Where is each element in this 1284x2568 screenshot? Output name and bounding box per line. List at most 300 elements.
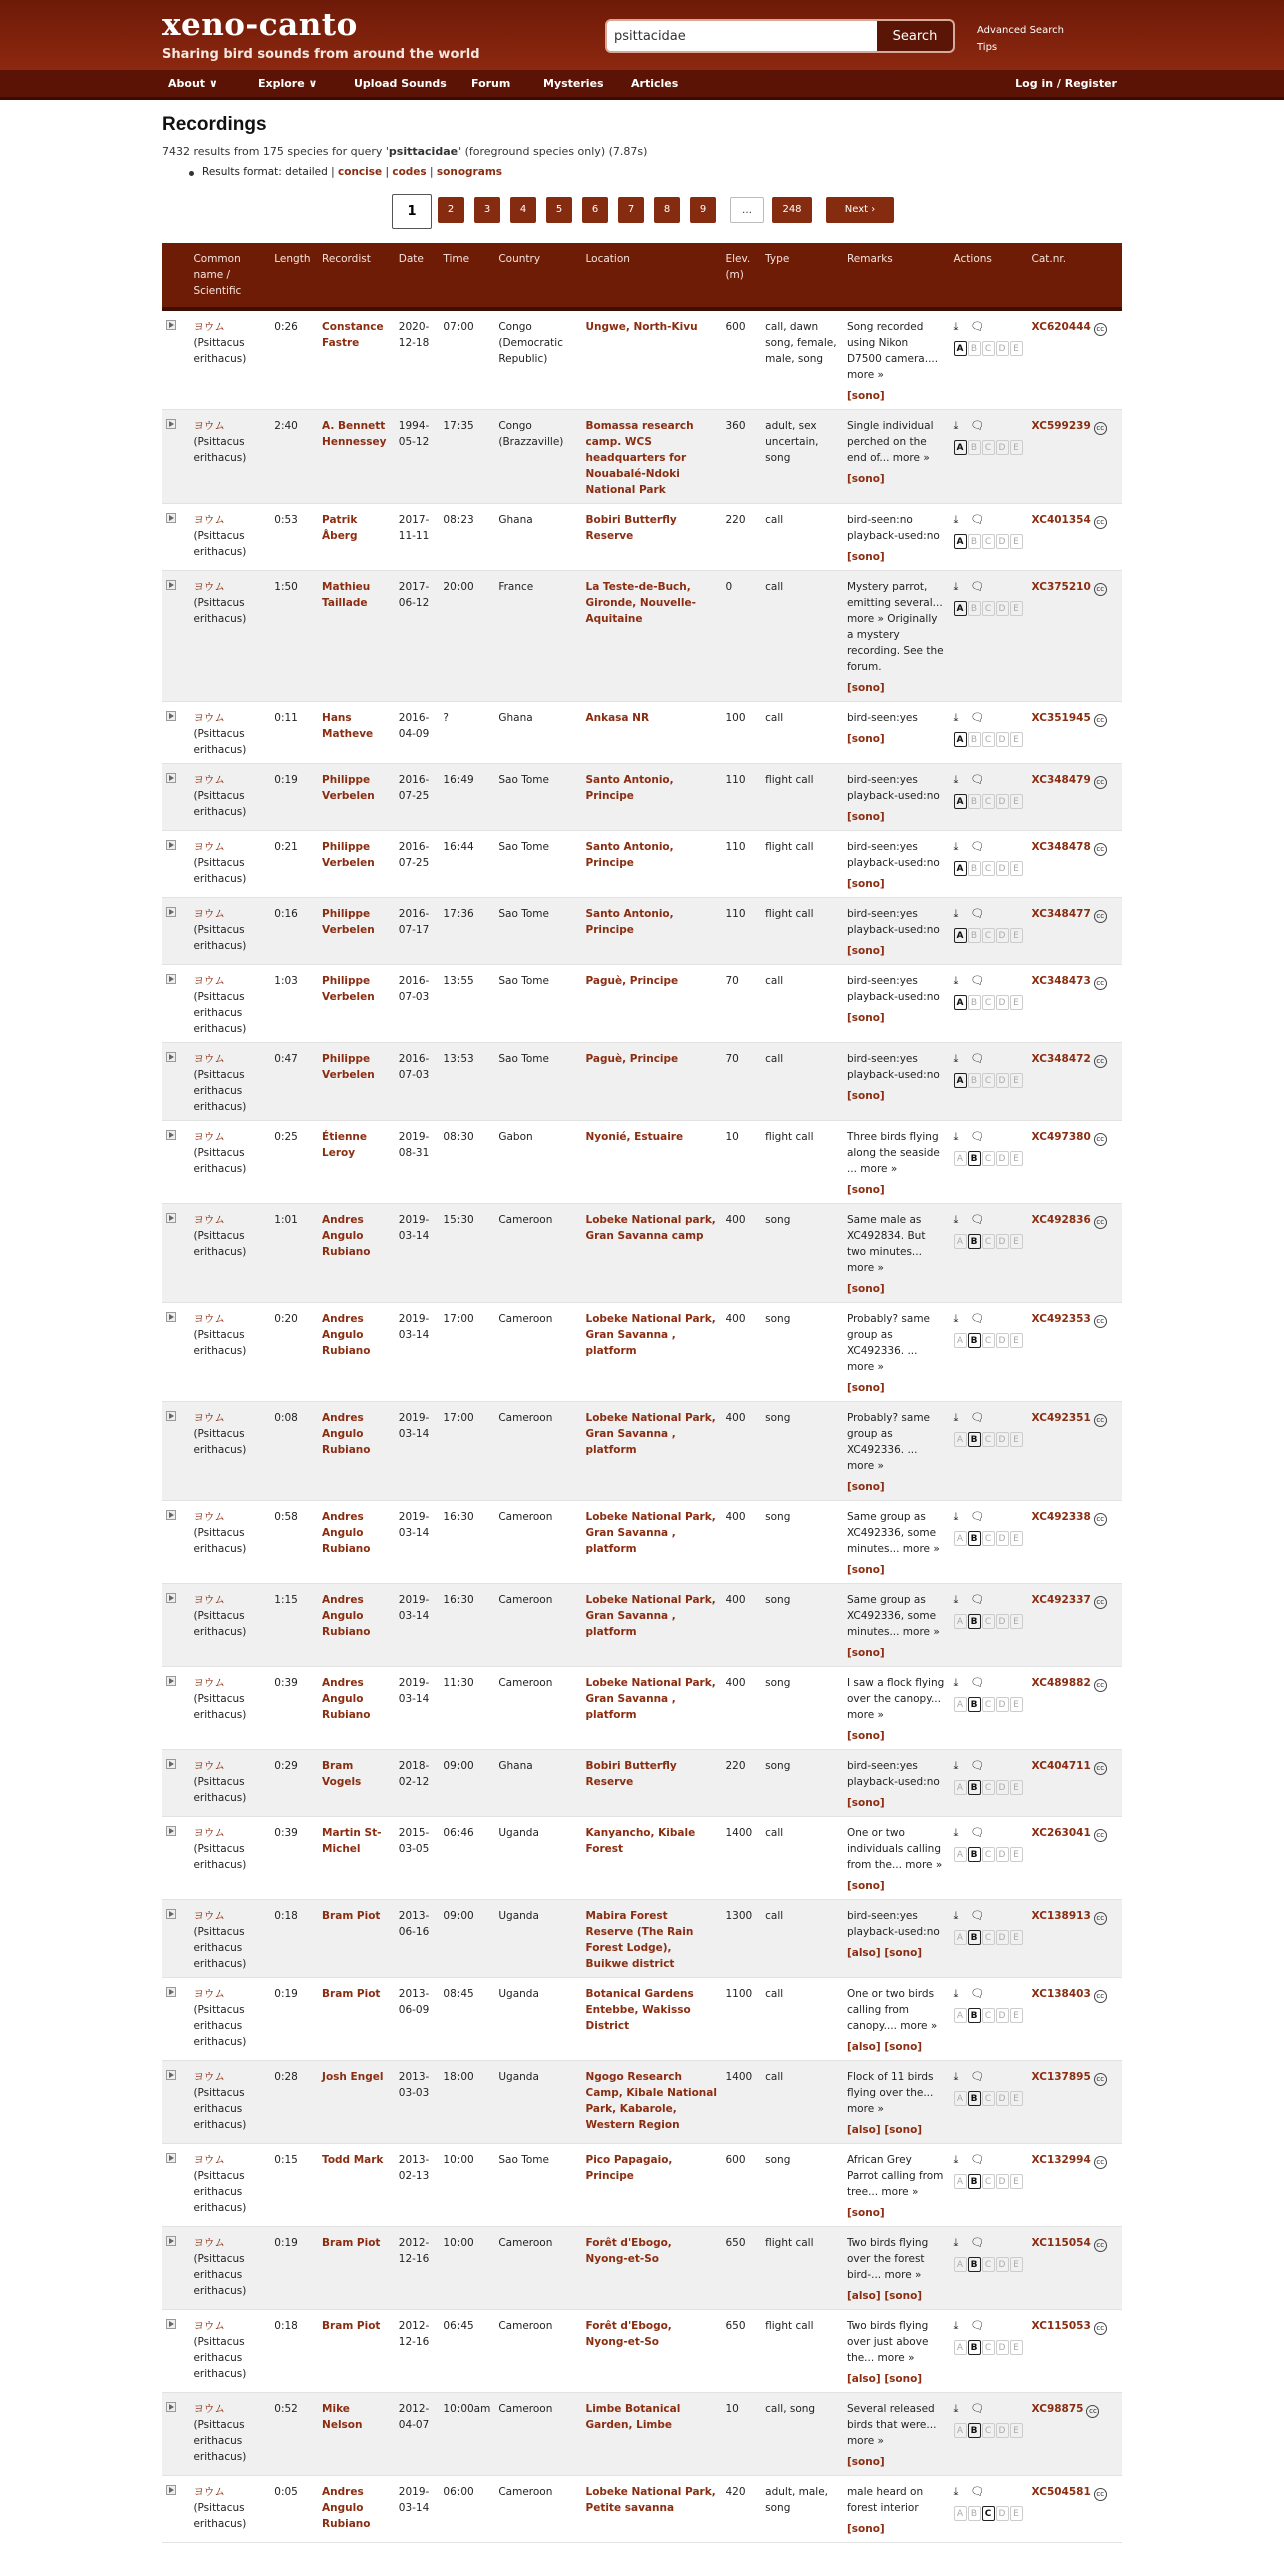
discuss-icon[interactable]: 🗨 bbox=[970, 1052, 985, 1065]
rating-a[interactable]: A bbox=[954, 1697, 967, 1712]
discuss-icon[interactable]: 🗨 bbox=[970, 840, 985, 853]
discuss-icon[interactable]: 🗨 bbox=[970, 773, 985, 786]
download-icon[interactable]: ⤓ bbox=[953, 1213, 959, 1226]
catalog-link[interactable]: XC351945 bbox=[1031, 712, 1091, 724]
cc-license-icon[interactable]: cc bbox=[1094, 2156, 1107, 2169]
cc-license-icon[interactable]: cc bbox=[1094, 1513, 1107, 1526]
sono-links[interactable]: [sono] bbox=[846, 2456, 885, 2468]
rating-b[interactable]: B bbox=[968, 1614, 981, 1629]
sono-links[interactable]: [sono] bbox=[846, 1090, 885, 1102]
rating-a[interactable]: A bbox=[954, 928, 967, 943]
discuss-icon[interactable]: 🗨 bbox=[970, 2236, 985, 2249]
sono-links[interactable]: [also] [sono] bbox=[846, 1947, 923, 1959]
common-name-link[interactable]: ヨウム bbox=[193, 1412, 225, 1424]
common-name-link[interactable]: ヨウム bbox=[193, 2486, 225, 2498]
page-6[interactable]: 6 bbox=[582, 197, 608, 223]
download-icon[interactable]: ⤓ bbox=[953, 1130, 959, 1143]
play-icon[interactable] bbox=[166, 1312, 176, 1322]
cc-license-icon[interactable]: cc bbox=[1094, 910, 1107, 923]
common-name-link[interactable]: ヨウム bbox=[193, 2237, 225, 2249]
rating-a[interactable]: A bbox=[954, 2008, 967, 2023]
rating-e[interactable]: E bbox=[1010, 341, 1023, 356]
cc-license-icon[interactable]: cc bbox=[1094, 1912, 1107, 1925]
common-name-link[interactable]: ヨウム bbox=[193, 2320, 225, 2332]
format-codes-link[interactable]: codes bbox=[392, 166, 427, 178]
play-icon[interactable] bbox=[166, 1676, 176, 1686]
search-button[interactable]: Search bbox=[877, 21, 953, 51]
common-name-link[interactable]: ヨウム bbox=[193, 2403, 225, 2415]
cc-license-icon[interactable]: cc bbox=[1094, 2322, 1107, 2335]
nav-login[interactable]: Log in / Register bbox=[1015, 77, 1117, 90]
play-icon[interactable] bbox=[166, 2236, 176, 2246]
download-icon[interactable]: ⤓ bbox=[953, 2319, 959, 2332]
location-link[interactable]: Lobeke National Park, Gran Savanna , platform bbox=[585, 1313, 716, 1357]
cc-license-icon[interactable]: cc bbox=[1094, 2073, 1107, 2086]
sono-links[interactable]: [sono] bbox=[846, 733, 885, 745]
rating-b[interactable]: B bbox=[968, 2091, 981, 2106]
download-icon[interactable]: ⤓ bbox=[953, 2153, 959, 2166]
discuss-icon[interactable]: 🗨 bbox=[970, 1213, 985, 1226]
catalog-link[interactable]: XC504581 bbox=[1031, 2486, 1091, 2498]
play-icon[interactable] bbox=[166, 320, 176, 330]
rating-b[interactable]: B bbox=[968, 861, 981, 876]
cc-license-icon[interactable]: cc bbox=[1094, 1055, 1107, 1068]
recordist-link[interactable]: Bram Vogels bbox=[322, 1760, 362, 1788]
catalog-link[interactable]: XC401354 bbox=[1031, 514, 1091, 526]
rating-c[interactable]: C bbox=[982, 1847, 995, 1862]
page-8[interactable]: 8 bbox=[654, 197, 680, 223]
download-icon[interactable]: ⤓ bbox=[953, 2070, 959, 2083]
page-4[interactable]: 4 bbox=[510, 197, 536, 223]
discuss-icon[interactable]: 🗨 bbox=[970, 1759, 985, 1772]
catalog-link[interactable]: XC492353 bbox=[1031, 1313, 1091, 1325]
recordist-link[interactable]: Andres Angulo Rubiano bbox=[322, 1511, 371, 1555]
sono-links[interactable]: [sono] bbox=[846, 1283, 885, 1295]
cc-license-icon[interactable]: cc bbox=[1094, 422, 1107, 435]
discuss-icon[interactable]: 🗨 bbox=[970, 2070, 985, 2083]
rating-d[interactable]: D bbox=[996, 601, 1009, 616]
rating-c[interactable]: C bbox=[982, 2008, 995, 2023]
rating-b[interactable]: B bbox=[968, 1697, 981, 1712]
rating-a[interactable]: A bbox=[954, 2423, 967, 2438]
download-icon[interactable]: ⤓ bbox=[953, 1052, 959, 1065]
rating-c[interactable]: C bbox=[982, 1234, 995, 1249]
download-icon[interactable]: ⤓ bbox=[953, 1593, 959, 1606]
col-country[interactable]: Country bbox=[494, 243, 581, 309]
recordist-link[interactable]: Philippe Verbelen bbox=[322, 908, 375, 936]
rating-e[interactable]: E bbox=[1010, 440, 1023, 455]
discuss-icon[interactable]: 🗨 bbox=[970, 1987, 985, 2000]
rating-d[interactable]: D bbox=[996, 861, 1009, 876]
sono-links[interactable]: [sono] bbox=[846, 2523, 885, 2535]
download-icon[interactable]: ⤓ bbox=[953, 1987, 959, 2000]
rating-a[interactable]: A bbox=[954, 2174, 967, 2189]
discuss-icon[interactable]: 🗨 bbox=[970, 1593, 985, 1606]
catalog-link[interactable]: XC348478 bbox=[1031, 841, 1091, 853]
rating-d[interactable]: D bbox=[996, 732, 1009, 747]
rating-e[interactable]: E bbox=[1010, 1531, 1023, 1546]
location-link[interactable]: Ankasa NR bbox=[585, 712, 650, 724]
location-link[interactable]: Pico Papagaio, Principe bbox=[585, 2154, 673, 2182]
sono-links[interactable]: [sono] bbox=[846, 1481, 885, 1493]
discuss-icon[interactable]: 🗨 bbox=[970, 1510, 985, 1523]
sono-links[interactable]: [also] [sono] bbox=[846, 2041, 923, 2053]
discuss-icon[interactable]: 🗨 bbox=[970, 580, 985, 593]
download-icon[interactable]: ⤓ bbox=[953, 2236, 959, 2249]
play-icon[interactable] bbox=[166, 1987, 176, 1997]
rating-d[interactable]: D bbox=[996, 534, 1009, 549]
rating-a[interactable]: A bbox=[954, 1073, 967, 1088]
rating-c[interactable]: C bbox=[982, 861, 995, 876]
common-name-link[interactable]: ヨウム bbox=[193, 1677, 225, 1689]
play-icon[interactable] bbox=[166, 1510, 176, 1520]
location-link[interactable]: Santo Antonio, Principe bbox=[585, 908, 674, 936]
common-name-link[interactable]: ヨウム bbox=[193, 581, 225, 593]
download-icon[interactable]: ⤓ bbox=[953, 513, 959, 526]
play-icon[interactable] bbox=[166, 907, 176, 917]
sono-links[interactable]: [sono] bbox=[846, 473, 885, 485]
discuss-icon[interactable]: 🗨 bbox=[970, 1130, 985, 1143]
recordist-link[interactable]: Philippe Verbelen bbox=[322, 975, 375, 1003]
col-length[interactable]: Length bbox=[270, 243, 318, 309]
rating-e[interactable]: E bbox=[1010, 2423, 1023, 2438]
download-icon[interactable]: ⤓ bbox=[953, 1759, 959, 1772]
nav-mysteries[interactable]: Mysteries bbox=[543, 77, 604, 90]
recordist-link[interactable]: Andres Angulo Rubiano bbox=[322, 1214, 371, 1258]
nav-explore[interactable]: Explore ∨ bbox=[258, 77, 318, 90]
common-name-link[interactable]: ヨウム bbox=[193, 908, 225, 920]
play-icon[interactable] bbox=[166, 2319, 176, 2329]
cc-license-icon[interactable]: cc bbox=[1094, 1679, 1107, 1692]
cc-license-icon[interactable]: cc bbox=[1094, 776, 1107, 789]
location-link[interactable]: Santo Antonio, Principe bbox=[585, 841, 674, 869]
recordist-link[interactable]: Andres Angulo Rubiano bbox=[322, 1594, 371, 1638]
location-link[interactable]: La Teste-de-Buch, Gironde, Nouvelle-Aquitaine bbox=[585, 581, 696, 625]
rating-a[interactable]: A bbox=[954, 2257, 967, 2272]
common-name-link[interactable]: ヨウム bbox=[193, 514, 225, 526]
download-icon[interactable]: ⤓ bbox=[953, 1826, 959, 1839]
rating-e[interactable]: E bbox=[1010, 1432, 1023, 1447]
cc-license-icon[interactable]: cc bbox=[1094, 1762, 1107, 1775]
rating-c[interactable]: C bbox=[982, 1151, 995, 1166]
location-link[interactable]: Lobeke National Park, Gran Savanna , platform bbox=[585, 1412, 716, 1456]
cc-license-icon[interactable]: cc bbox=[1094, 1133, 1107, 1146]
page-2[interactable]: 2 bbox=[438, 197, 464, 223]
play-icon[interactable] bbox=[166, 1213, 176, 1223]
rating-a[interactable]: A bbox=[954, 2340, 967, 2355]
cc-license-icon[interactable]: cc bbox=[1094, 583, 1107, 596]
page-5[interactable]: 5 bbox=[546, 197, 572, 223]
nav-forum[interactable]: Forum bbox=[471, 77, 511, 90]
cc-license-icon[interactable]: cc bbox=[1094, 1596, 1107, 1609]
recordist-link[interactable]: Constance Fastre bbox=[322, 321, 384, 349]
rating-d[interactable]: D bbox=[996, 1697, 1009, 1712]
rating-d[interactable]: D bbox=[996, 1930, 1009, 1945]
sono-links[interactable]: [also] [sono] bbox=[846, 2373, 923, 2385]
rating-d[interactable]: D bbox=[996, 2257, 1009, 2272]
rating-c[interactable]: C bbox=[982, 2340, 995, 2355]
rating-c[interactable]: C bbox=[982, 2257, 995, 2272]
rating-b[interactable]: B bbox=[968, 1531, 981, 1546]
rating-d[interactable]: D bbox=[996, 1531, 1009, 1546]
download-icon[interactable]: ⤓ bbox=[953, 907, 959, 920]
recordist-link[interactable]: Bram Piot bbox=[322, 1988, 381, 2000]
sono-links[interactable]: [sono] bbox=[846, 551, 885, 563]
catalog-link[interactable]: XC348472 bbox=[1031, 1053, 1091, 1065]
catalog-link[interactable]: XC132994 bbox=[1031, 2154, 1091, 2166]
discuss-icon[interactable]: 🗨 bbox=[970, 2153, 985, 2166]
cc-license-icon[interactable]: cc bbox=[1094, 323, 1107, 336]
page-9[interactable]: 9 bbox=[690, 197, 716, 223]
rating-b[interactable]: B bbox=[968, 534, 981, 549]
col-date[interactable]: Date bbox=[395, 243, 440, 309]
rating-a[interactable]: A bbox=[954, 1614, 967, 1629]
recordist-link[interactable]: Mathieu Taillade bbox=[322, 581, 371, 609]
play-icon[interactable] bbox=[166, 1759, 176, 1769]
rating-a[interactable]: A bbox=[954, 341, 967, 356]
rating-e[interactable]: E bbox=[1010, 995, 1023, 1010]
recordist-link[interactable]: Bram Piot bbox=[322, 1910, 381, 1922]
rating-b[interactable]: B bbox=[968, 2506, 981, 2521]
common-name-link[interactable]: ヨウム bbox=[193, 975, 225, 987]
rating-a[interactable]: A bbox=[954, 1780, 967, 1795]
sono-links[interactable]: [sono] bbox=[846, 390, 885, 402]
location-link[interactable]: Botanical Gardens Entebbe, Wakisso District bbox=[585, 1988, 694, 2032]
common-name-link[interactable]: ヨウム bbox=[193, 1313, 225, 1325]
page-1[interactable]: 1 bbox=[392, 194, 432, 229]
rating-c[interactable]: C bbox=[982, 2091, 995, 2106]
play-icon[interactable] bbox=[166, 419, 176, 429]
rating-d[interactable]: D bbox=[996, 1151, 1009, 1166]
download-icon[interactable]: ⤓ bbox=[953, 1510, 959, 1523]
recordist-link[interactable]: Andres Angulo Rubiano bbox=[322, 1412, 371, 1456]
rating-d[interactable]: D bbox=[996, 2340, 1009, 2355]
sono-links[interactable]: [sono] bbox=[846, 1382, 885, 1394]
play-icon[interactable] bbox=[166, 513, 176, 523]
sono-links[interactable]: [sono] bbox=[846, 878, 885, 890]
rating-d[interactable]: D bbox=[996, 2506, 1009, 2521]
catalog-link[interactable]: XC138913 bbox=[1031, 1910, 1091, 1922]
common-name-link[interactable]: ヨウム bbox=[193, 1910, 225, 1922]
rating-e[interactable]: E bbox=[1010, 2340, 1023, 2355]
rating-a[interactable]: A bbox=[954, 794, 967, 809]
page-3[interactable]: 3 bbox=[474, 197, 500, 223]
rating-d[interactable]: D bbox=[996, 1234, 1009, 1249]
rating-c[interactable]: C bbox=[982, 534, 995, 549]
rating-e[interactable]: E bbox=[1010, 2008, 1023, 2023]
rating-e[interactable]: E bbox=[1010, 861, 1023, 876]
rating-a[interactable]: A bbox=[954, 861, 967, 876]
recordist-link[interactable]: Andres Angulo Rubiano bbox=[322, 2486, 371, 2530]
rating-b[interactable]: B bbox=[968, 1073, 981, 1088]
common-name-link[interactable]: ヨウム bbox=[193, 2071, 225, 2083]
rating-c[interactable]: C bbox=[982, 2174, 995, 2189]
sono-links[interactable]: [also] [sono] bbox=[846, 2124, 923, 2136]
common-name-link[interactable]: ヨウム bbox=[193, 841, 225, 853]
download-icon[interactable]: ⤓ bbox=[953, 840, 959, 853]
rating-e[interactable]: E bbox=[1010, 2174, 1023, 2189]
rating-c[interactable]: C bbox=[982, 1432, 995, 1447]
sono-links[interactable]: [sono] bbox=[846, 1012, 885, 1024]
next-page-button[interactable]: Next › bbox=[826, 197, 894, 223]
rating-d[interactable]: D bbox=[996, 1780, 1009, 1795]
recordist-link[interactable]: Todd Mark bbox=[322, 2154, 384, 2166]
rating-c[interactable]: C bbox=[982, 1780, 995, 1795]
format-concise-link[interactable]: concise bbox=[338, 166, 383, 178]
col-location[interactable]: Location bbox=[582, 243, 722, 309]
catalog-link[interactable]: XC492351 bbox=[1031, 1412, 1091, 1424]
rating-b[interactable]: B bbox=[968, 440, 981, 455]
rating-a[interactable]: A bbox=[954, 2091, 967, 2106]
cc-license-icon[interactable]: cc bbox=[1094, 843, 1107, 856]
discuss-icon[interactable]: 🗨 bbox=[970, 2319, 985, 2332]
play-icon[interactable] bbox=[166, 1826, 176, 1836]
col-recordist[interactable]: Recordist bbox=[318, 243, 395, 309]
rating-c[interactable]: C bbox=[982, 2506, 995, 2521]
catalog-link[interactable]: XC489882 bbox=[1031, 1677, 1091, 1689]
recordist-link[interactable]: Bram Piot bbox=[322, 2320, 381, 2332]
rating-d[interactable]: D bbox=[996, 928, 1009, 943]
download-icon[interactable]: ⤓ bbox=[953, 1312, 959, 1325]
rating-c[interactable]: C bbox=[982, 995, 995, 1010]
rating-c[interactable]: C bbox=[982, 1531, 995, 1546]
play-icon[interactable] bbox=[166, 1052, 176, 1062]
location-link[interactable]: Paguè, Principe bbox=[585, 1053, 679, 1065]
common-name-link[interactable]: ヨウム bbox=[193, 1760, 225, 1772]
discuss-icon[interactable]: 🗨 bbox=[970, 711, 985, 724]
location-link[interactable]: Nyonié, Estuaire bbox=[585, 1131, 684, 1143]
recordist-link[interactable]: Andres Angulo Rubiano bbox=[322, 1677, 371, 1721]
discuss-icon[interactable]: 🗨 bbox=[970, 2402, 985, 2415]
sono-links[interactable]: [sono] bbox=[846, 1647, 885, 1659]
rating-c[interactable]: C bbox=[982, 1073, 995, 1088]
recordist-link[interactable]: Andres Angulo Rubiano bbox=[322, 1313, 371, 1357]
rating-c[interactable]: C bbox=[982, 732, 995, 747]
catalog-link[interactable]: XC375210 bbox=[1031, 581, 1091, 593]
rating-e[interactable]: E bbox=[1010, 534, 1023, 549]
page-last[interactable]: 248 bbox=[772, 197, 812, 223]
rating-a[interactable]: A bbox=[954, 1234, 967, 1249]
discuss-icon[interactable]: 🗨 bbox=[970, 1312, 985, 1325]
location-link[interactable]: Limbe Botanical Garden, Limbe bbox=[585, 2403, 681, 2431]
rating-b[interactable]: B bbox=[968, 1930, 981, 1945]
recordist-link[interactable]: Étienne Leroy bbox=[322, 1131, 368, 1159]
rating-d[interactable]: D bbox=[996, 2423, 1009, 2438]
rating-a[interactable]: A bbox=[954, 534, 967, 549]
rating-d[interactable]: D bbox=[996, 1073, 1009, 1088]
common-name-link[interactable]: ヨウム bbox=[193, 420, 225, 432]
rating-b[interactable]: B bbox=[968, 928, 981, 943]
col-catnr[interactable]: Cat.nr. bbox=[1028, 243, 1122, 309]
rating-e[interactable]: E bbox=[1010, 1697, 1023, 1712]
location-link[interactable]: Paguè, Principe bbox=[585, 975, 679, 987]
catalog-link[interactable]: XC348477 bbox=[1031, 908, 1091, 920]
play-icon[interactable] bbox=[166, 2485, 176, 2495]
recordist-link[interactable]: Philippe Verbelen bbox=[322, 774, 375, 802]
catalog-link[interactable]: XC115054 bbox=[1031, 2237, 1091, 2249]
rating-c[interactable]: C bbox=[982, 794, 995, 809]
recordist-link[interactable]: Philippe Verbelen bbox=[322, 1053, 375, 1081]
format-sonograms-link[interactable]: sonograms bbox=[436, 166, 503, 178]
rating-e[interactable]: E bbox=[1010, 1333, 1023, 1348]
download-icon[interactable]: ⤓ bbox=[953, 1676, 959, 1689]
catalog-link[interactable]: XC492338 bbox=[1031, 1511, 1091, 1523]
rating-c[interactable]: C bbox=[982, 928, 995, 943]
catalog-link[interactable]: XC98875 bbox=[1031, 2403, 1084, 2415]
rating-b[interactable]: B bbox=[968, 2423, 981, 2438]
rating-c[interactable]: C bbox=[982, 1333, 995, 1348]
play-icon[interactable] bbox=[166, 580, 176, 590]
rating-b[interactable]: B bbox=[968, 2008, 981, 2023]
discuss-icon[interactable]: 🗨 bbox=[970, 974, 985, 987]
rating-d[interactable]: D bbox=[996, 1432, 1009, 1447]
download-icon[interactable]: ⤓ bbox=[953, 419, 959, 432]
rating-b[interactable]: B bbox=[968, 1234, 981, 1249]
rating-e[interactable]: E bbox=[1010, 732, 1023, 747]
nav-upload[interactable]: Upload Sounds bbox=[354, 77, 447, 90]
page-7[interactable]: 7 bbox=[618, 197, 644, 223]
recordist-link[interactable]: Philippe Verbelen bbox=[322, 841, 375, 869]
rating-e[interactable]: E bbox=[1010, 1930, 1023, 1945]
play-icon[interactable] bbox=[166, 840, 176, 850]
rating-b[interactable]: B bbox=[968, 1432, 981, 1447]
location-link[interactable]: Forêt d'Ebogo, Nyong-et-So bbox=[585, 2237, 672, 2265]
discuss-icon[interactable]: 🗨 bbox=[970, 1676, 985, 1689]
rating-e[interactable]: E bbox=[1010, 601, 1023, 616]
rating-e[interactable]: E bbox=[1010, 2257, 1023, 2272]
rating-c[interactable]: C bbox=[982, 341, 995, 356]
search-tips-link[interactable]: Tips bbox=[977, 42, 998, 53]
discuss-icon[interactable]: 🗨 bbox=[970, 320, 985, 333]
rating-c[interactable]: C bbox=[982, 440, 995, 455]
rating-d[interactable]: D bbox=[996, 1333, 1009, 1348]
site-logo[interactable]: xeno-canto bbox=[162, 7, 358, 43]
discuss-icon[interactable]: 🗨 bbox=[970, 1826, 985, 1839]
recordist-link[interactable]: A. Bennett Hennessey bbox=[322, 420, 387, 448]
location-link[interactable]: Mabira Forest Reserve (The Rain Forest Lodge), Buikwe district bbox=[585, 1910, 694, 1970]
rating-a[interactable]: A bbox=[954, 601, 967, 616]
sono-links[interactable]: [sono] bbox=[846, 1184, 885, 1196]
col-elevation[interactable]: Elev. (m) bbox=[721, 243, 761, 309]
sono-links[interactable]: [sono] bbox=[846, 682, 885, 694]
rating-b[interactable]: B bbox=[968, 1780, 981, 1795]
common-name-link[interactable]: ヨウム bbox=[193, 1053, 225, 1065]
rating-c[interactable]: C bbox=[982, 601, 995, 616]
rating-d[interactable]: D bbox=[996, 440, 1009, 455]
discuss-icon[interactable]: 🗨 bbox=[970, 419, 985, 432]
rating-e[interactable]: E bbox=[1010, 1780, 1023, 1795]
recordist-link[interactable]: Bram Piot bbox=[322, 2237, 381, 2249]
rating-a[interactable]: A bbox=[954, 1930, 967, 1945]
rating-c[interactable]: C bbox=[982, 1614, 995, 1629]
cc-license-icon[interactable]: cc bbox=[1094, 516, 1107, 529]
sono-links[interactable]: [sono] bbox=[846, 1797, 885, 1809]
play-icon[interactable] bbox=[166, 2070, 176, 2080]
sono-links[interactable]: [sono] bbox=[846, 1880, 885, 1892]
location-link[interactable]: Lobeke National Park, Petite savanna bbox=[585, 2486, 716, 2514]
rating-a[interactable]: A bbox=[954, 1151, 967, 1166]
catalog-link[interactable]: XC348473 bbox=[1031, 975, 1091, 987]
cc-license-icon[interactable]: cc bbox=[1094, 1414, 1107, 1427]
discuss-icon[interactable]: 🗨 bbox=[970, 1909, 985, 1922]
recordist-link[interactable]: Patrik Åberg bbox=[322, 514, 358, 542]
catalog-link[interactable]: XC138403 bbox=[1031, 1988, 1091, 2000]
catalog-link[interactable]: XC492337 bbox=[1031, 1594, 1091, 1606]
download-icon[interactable]: ⤓ bbox=[953, 2402, 959, 2415]
rating-d[interactable]: D bbox=[996, 341, 1009, 356]
rating-d[interactable]: D bbox=[996, 2008, 1009, 2023]
sono-links[interactable]: [sono] bbox=[846, 1730, 885, 1742]
